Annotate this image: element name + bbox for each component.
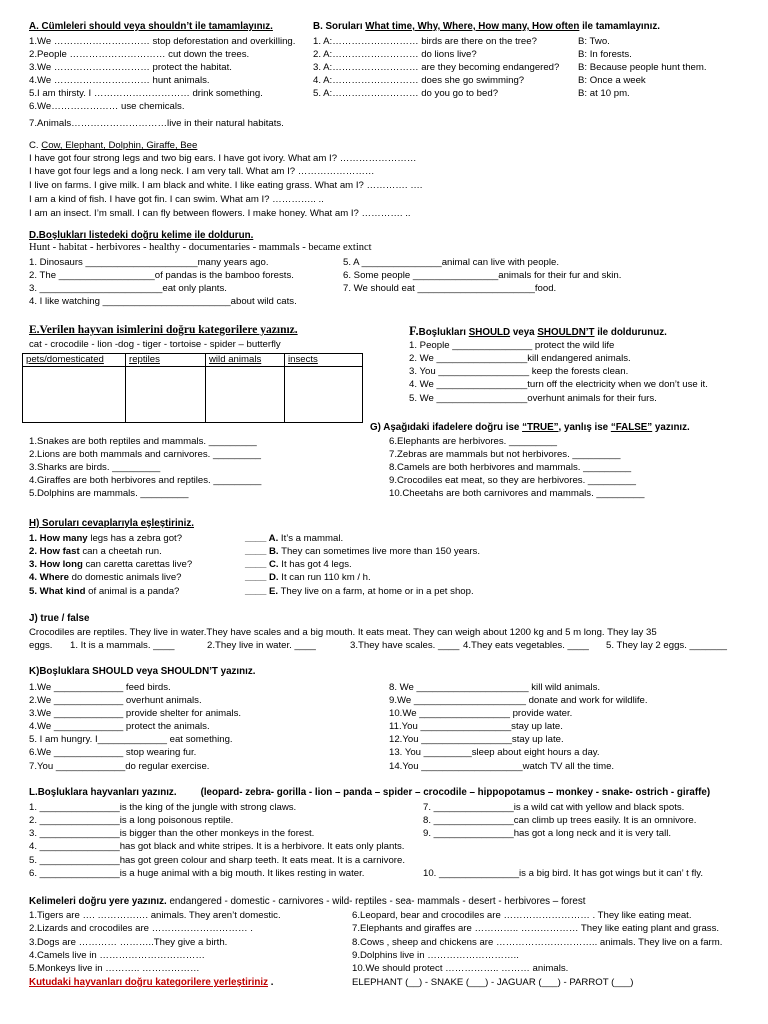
l-item: 6. _______________is a huge animal with a big mouth. It likes resting in water. bbox=[29, 868, 365, 879]
c-riddle: I live on farms. I give milk. I am black and white. I like eating grass. What am I? …………. …. bbox=[29, 180, 423, 191]
b-answer: B: Because people hunt them. bbox=[578, 62, 707, 73]
b-answer: B: Once a week bbox=[578, 75, 646, 86]
l-item: 8. _______________can climb up trees easily. It is an omnivore. bbox=[423, 815, 697, 826]
footer-animal-list: ELEPHANT (__) - SNAKE (___) - JAGUAR (___) - PARROT (___) bbox=[352, 977, 634, 988]
c-riddle: I have got four legs and a long neck. I am very tall. What am I? …………………… bbox=[29, 166, 375, 177]
g-statement: 5.Dolphins are mammals. _________ bbox=[29, 488, 189, 499]
c-riddle: I have got four strong legs and two big ears. I have got ivory. What am I? …………………… bbox=[29, 153, 417, 164]
k-item: 1.We _____________ feed birds. bbox=[29, 682, 171, 693]
d-item: 7. We should eat ______________________food. bbox=[343, 283, 557, 294]
category-header: pets/domesticated bbox=[23, 354, 126, 367]
category-header: insects bbox=[285, 354, 363, 367]
g-statement: 1.Snakes are both reptiles and mammals. _________ bbox=[29, 436, 257, 447]
h-answer: ____ D. It can run 110 km / h. bbox=[245, 572, 371, 583]
d-item: 2. The __________________of pandas is the bamboo forests. bbox=[29, 270, 294, 281]
f-item: 2. We _________________kill endangered animals. bbox=[409, 353, 631, 364]
k-item: 10.We _________________ provide water. bbox=[389, 708, 573, 719]
h-question: 5. What kind of animal is a panda? bbox=[29, 586, 180, 597]
section-h-title: H) Soruları cevaplarıyla eşleştiriniz. bbox=[29, 518, 194, 529]
d-item: 4. I like watching ________________________about wild cats. bbox=[29, 296, 297, 307]
section-d-title: D.Boşlukları listedeki doğru kelime ile doldurun. bbox=[29, 230, 254, 241]
k-item: 3.We _____________ provide shelter for animals. bbox=[29, 708, 242, 719]
g-statement: 2.Lions are both mammals and carnivores. _________ bbox=[29, 449, 261, 460]
k-item: 7.You _____________do regular exercise. bbox=[29, 761, 210, 772]
f-item: 3. You _________________ keep the forests clean. bbox=[409, 366, 629, 377]
a-item: 5.I am thirsty. I ………………………… drink something. bbox=[29, 88, 263, 99]
l-item: 9. _______________has got a long neck and it is very tall. bbox=[423, 828, 672, 839]
k-item: 12.You _________________stay up late. bbox=[389, 734, 564, 745]
category-header: reptiles bbox=[126, 354, 206, 367]
k-item: 13. You _________sleep about eight hours a day. bbox=[389, 747, 600, 758]
e-word-list: cat - crocodile - lion -dog - tiger - tortoise - spider – butterfly bbox=[29, 339, 281, 350]
g-statement: 6.Elephants are herbivores. _________ bbox=[389, 436, 558, 447]
l-item: 3. _______________is bigger than the other monkeys in the forest. bbox=[29, 828, 315, 839]
m-item: 9.Dolphins live in ……………………….. bbox=[352, 950, 519, 961]
a-item: 4.We ………………………… hunt animals. bbox=[29, 75, 210, 86]
m-item: 7.Elephants and giraffes are ………….. ……………… They like eating plant and grass. bbox=[352, 923, 720, 934]
b-question: 4. A:……………………… does she go swimming? bbox=[313, 75, 525, 86]
h-answer: ____ C. It has got 4 legs. bbox=[245, 559, 352, 570]
l-item: 7. _______________is a wild cat with yellow and black spots. bbox=[423, 802, 685, 813]
g-statement: 10.Cheetahs are both carnivores and mammals. _________ bbox=[389, 488, 645, 499]
j-passage: Crocodiles are reptiles. They live in water.They have scales and a big mouth. It eats meat. They can weigh about 1200 kg and 5 m long. They lay 35 bbox=[29, 627, 657, 638]
h-question: 2. How fast can a cheetah run. bbox=[29, 546, 162, 557]
c-riddle: I am a kind of fish. I have got fin. I can swim. What am I? ………….. .. bbox=[29, 194, 324, 205]
a-item: 3.We ………………………… protect the habitat. bbox=[29, 62, 232, 73]
j-eggs-word: eggs. bbox=[29, 640, 53, 651]
section-g-title: G) Aşağıdaki ifadelere doğru ise “TRUE”, yanlış ise “FALSE” yazınız. bbox=[370, 422, 690, 433]
k-item: 14.You ___________________watch TV all the time. bbox=[389, 761, 615, 772]
section-k-title: K)Boşluklara SHOULD veya SHOULDN’T yazınız. bbox=[29, 666, 256, 677]
section-e-title: E.Verilen hayvan isimlerini doğru kategorilere yazınız. bbox=[29, 324, 298, 336]
m-item: 2.Lizards and crocodiles are ………………………… . bbox=[29, 923, 253, 934]
b-question: 1. A:……………………… birds are there on the tree? bbox=[313, 36, 537, 47]
category-cell[interactable] bbox=[285, 367, 363, 423]
m-item: 3.Dogs are ………… ………..They give a birth. bbox=[29, 937, 228, 948]
g-statement: 4.Giraffes are both herbivores and reptiles. _________ bbox=[29, 475, 262, 486]
m-item: 10.We should protect …………….. ……… animals. bbox=[352, 963, 569, 974]
section-j-title: J) true / false bbox=[29, 613, 90, 624]
a-item: 2.People ………………………… cut down the trees. bbox=[29, 49, 250, 60]
c-riddle: I am an insect. I’m small. I can fly between flowers. I make honey. What am I? …………. .. bbox=[29, 208, 411, 219]
d-item: 3. _______________________eat only plants. bbox=[29, 283, 227, 294]
k-item: 4.We _____________ protect the animals. bbox=[29, 721, 210, 732]
m-item: 1.Tigers are …. ……………. animals. They aren’t domestic. bbox=[29, 910, 281, 921]
j-question: 2.They live in water. ____ bbox=[207, 640, 316, 651]
section-f-title: F.Boşlukları SHOULD veya SHOULDN’T ile doldurunuz. bbox=[409, 324, 667, 338]
j-question: 5. They lay 2 eggs. _______ bbox=[606, 640, 727, 651]
section-a-title: A. Cümleleri should veya shouldn’t ile tamamlayınız. bbox=[29, 21, 273, 32]
j-question: 1. It is a mammals. ____ bbox=[70, 640, 175, 651]
g-statement: 8.Camels are both herbivores and mammals. _________ bbox=[389, 462, 632, 473]
b-question: 5. A:……………………… do you go to bed? bbox=[313, 88, 499, 99]
f-item: 5. We _________________overhunt animals for their furs. bbox=[409, 393, 657, 404]
category-table bbox=[22, 353, 363, 423]
k-item: 6.We _____________ stop wearing fur. bbox=[29, 747, 197, 758]
m-item: 5.Monkeys live in ……….. ……………… bbox=[29, 963, 200, 974]
a-item: 6.We………………… use chemicals. bbox=[29, 101, 185, 112]
m-item: 4.Camels live in …………………………… bbox=[29, 950, 205, 961]
j-question: 3.They have scales. ____ bbox=[350, 640, 460, 651]
category-header: wild animals bbox=[206, 354, 285, 367]
category-cell[interactable] bbox=[23, 367, 126, 423]
b-answer: B: Two. bbox=[578, 36, 610, 47]
f-item: 4. We _________________turn off the electricity when we don’t use it. bbox=[409, 379, 708, 390]
k-item: 5. I am hungry. I_____________ eat something. bbox=[29, 734, 233, 745]
g-statement: 9.Crocodiles eat meat, so they are herbivores. _________ bbox=[389, 475, 636, 486]
a-item: 7.Animals…………………………live in their natural habitats. bbox=[29, 118, 284, 129]
h-answer: ____ A. It’s a mammal. bbox=[245, 533, 344, 544]
h-answer: ____ E. They live on a farm, at home or in a pet shop. bbox=[245, 586, 474, 597]
l-item: 1. _______________is the king of the jungle with strong claws. bbox=[29, 802, 297, 813]
g-statement: 3.Sharks are birds. _________ bbox=[29, 462, 161, 473]
d-item: 6. Some people ________________animals for their fur and skin. bbox=[343, 270, 622, 281]
l-item: 10. _______________is a big bird. It has got wings but it can’ t fly. bbox=[423, 868, 704, 879]
b-question: 3. A:……………………… are they becoming endangered? bbox=[313, 62, 560, 73]
d-item: 1. Dinosaurs _____________________many years ago. bbox=[29, 257, 269, 268]
b-question: 2. A:……………………… do lions live? bbox=[313, 49, 477, 60]
d-word-list: Hunt - habitat - herbivores - healthy - documentaries - mammals - became extinct bbox=[29, 242, 372, 253]
l-item: 4. _______________has got black and white stripes. It is a herbivore. It eats only plants. bbox=[29, 841, 405, 852]
h-question: 3. How long can caretta carettas live? bbox=[29, 559, 193, 570]
k-item: 11.You _________________stay up late. bbox=[389, 721, 563, 732]
a-item: 1.We ………………………… stop deforestation and overkilling. bbox=[29, 36, 296, 47]
section-m-title: Kelimeleri doğru yere yazınız. endangered - domestic - carnivores - wild- reptiles - sea- mammals - desert - herbivores – forest bbox=[29, 896, 586, 907]
m-item: 6.Leopard, bear and crocodiles are ……………………… . They like eating meat. bbox=[352, 910, 692, 921]
category-cell[interactable] bbox=[206, 367, 285, 423]
k-item: 8. We _____________________ kill wild animals. bbox=[389, 682, 601, 693]
category-cell[interactable] bbox=[126, 367, 206, 423]
j-question: 4.They eats vegetables. ____ bbox=[463, 640, 589, 651]
l-item: 2. _______________is a long poisonous reptile. bbox=[29, 815, 234, 826]
h-answer: ____ B. They can sometimes live more than 150 years. bbox=[245, 546, 480, 557]
h-question: 4. Where do domestic animals live? bbox=[29, 572, 182, 583]
b-answer: B: In forests. bbox=[578, 49, 632, 60]
k-item: 9.We _____________________ donate and work for wildlife. bbox=[389, 695, 648, 706]
section-c-title: C. Cow, Elephant, Dolphin, Giraffe, Bee bbox=[29, 140, 198, 151]
g-statement: 7.Zebras are mammals but not herbivores. _________ bbox=[389, 449, 621, 460]
m-item: 8.Cows , sheep and chickens are ………………………….. animals. They live on a farm. bbox=[352, 937, 723, 948]
h-question: 1. How many legs has a zebra got? bbox=[29, 533, 183, 544]
b-answer: B: at 10 pm. bbox=[578, 88, 630, 99]
section-b-title: B. Soruları What time, Why, Where, How many, How often ile tamamlayınız. bbox=[313, 21, 660, 32]
footer-title: Kutudaki hayvanları doğru kategorilere yerleştiriniz . bbox=[29, 977, 274, 988]
k-item: 2.We _____________ overhunt animals. bbox=[29, 695, 202, 706]
f-item: 1. People _______________ protect the wild life bbox=[409, 340, 615, 351]
l-item: 5. _______________has got green colour and sharp teeth. It eats meat. It is a carnivore. bbox=[29, 855, 406, 866]
section-l-title: L.Boşluklara hayvanları yazınız. (leopard- zebra- gorilla - lion – panda – spider – crocodile – hippopotamus – monkey - snake- ostrich - giraffe) bbox=[29, 787, 711, 798]
d-item: 5. A _______________animal can live with people. bbox=[343, 257, 560, 268]
